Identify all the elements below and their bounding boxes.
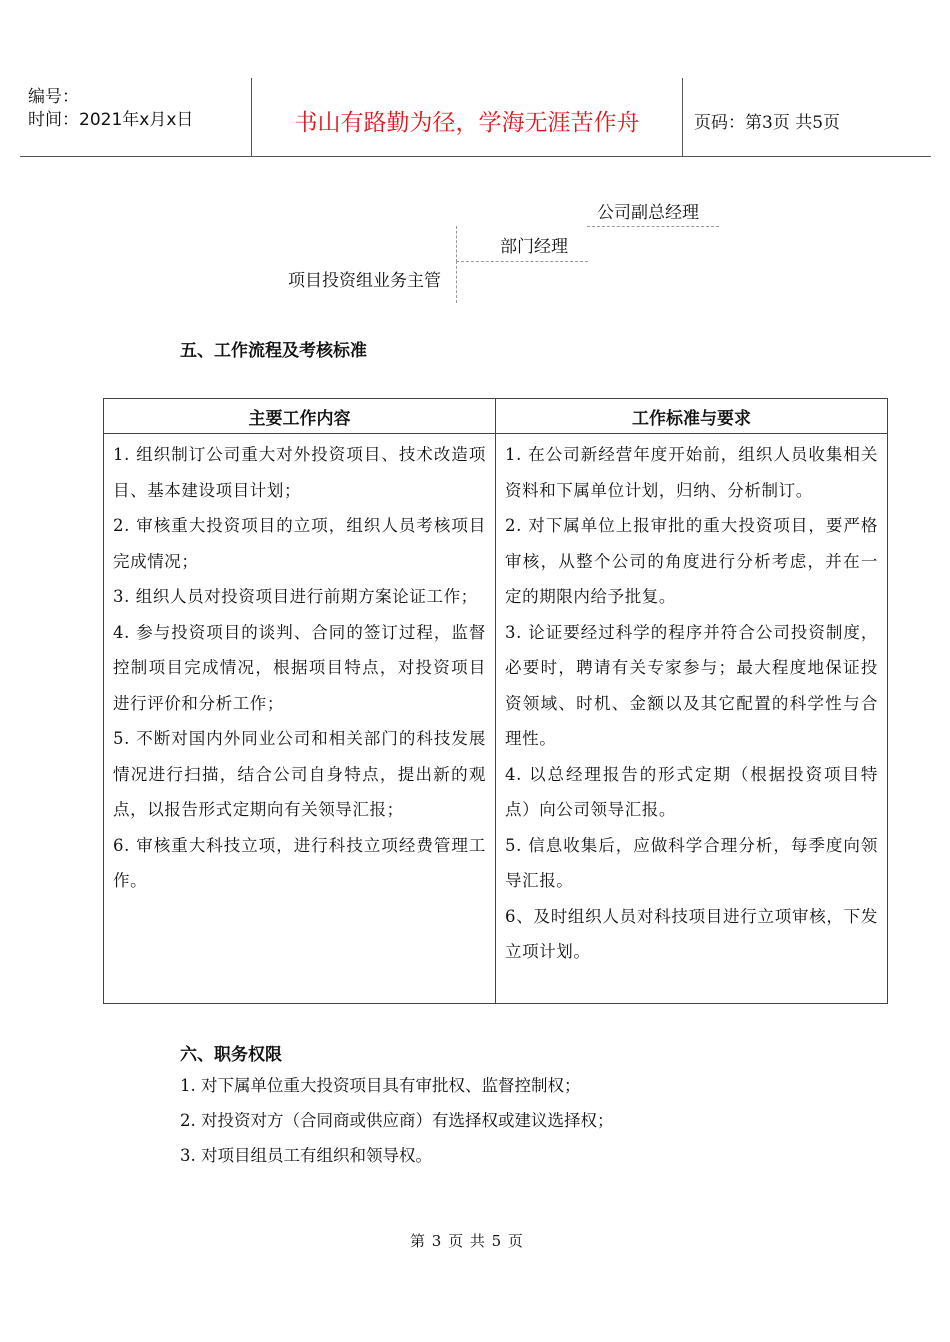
main-work-cell xyxy=(104,434,496,1004)
org-chart-top: 公司副总经理 xyxy=(597,203,699,223)
page-footer: 第 3 页 共 5 页 xyxy=(410,1232,524,1250)
header-motto-cell xyxy=(252,78,683,156)
workflow-table xyxy=(103,398,888,1004)
document-time-label: 时间：2021年x月x日 xyxy=(28,110,194,130)
authority-item: 2. 对投资对方（合同商或供应商）有选择权或建议选择权； xyxy=(180,1111,614,1130)
document-header xyxy=(20,78,931,157)
authority-list xyxy=(180,1068,614,1173)
standard-item: 2. 对下属单位上报审批的重大投资项目，要严格审核，从整个公司的角度进行分析考虑，并在一定的期限内给予批复。 xyxy=(505,516,878,606)
standard-item: 4. 以总经理报告的形式定期（根据投资项目特点）向公司领导汇报。 xyxy=(505,764,878,819)
main-work-item: 5. 不断对国内外同业公司和相关部门的科技发展情况进行扫描，结合公司自身特点，提出新的观点，以报告形式定期向有关领导汇报； xyxy=(113,729,486,819)
table-header-standards: 工作标准与要求 xyxy=(496,399,888,434)
standard-item: 1. 在公司新经营年度开始前，组织人员收集相关资料和下属单位计划，归纳、分析制订。 xyxy=(505,445,878,500)
standard-item: 6、及时组织人员对科技项目进行立项审核，下发立项计划。 xyxy=(505,906,878,961)
header-page-number: 页码：第3页 共5页 xyxy=(694,113,841,133)
header-meta-cell xyxy=(20,78,252,156)
standard-item: 5. 信息收集后，应做科学合理分析，每季度向领导汇报。 xyxy=(505,835,878,890)
section-title-authority: 六、职务权限 xyxy=(180,1045,282,1065)
document-number-label: 编号： xyxy=(28,87,79,107)
main-work-item: 1. 组织制订公司重大对外投资项目、技术改造项目、基本建设项目计划； xyxy=(113,445,486,500)
header-motto: 书山有路勤为径，学海无涯苦作舟 xyxy=(294,110,640,136)
org-chart-middle: 部门经理 xyxy=(500,237,568,257)
table-header-row xyxy=(104,399,888,434)
authority-item: 3. 对项目组员工有组织和领导权。 xyxy=(180,1146,432,1165)
org-step-top xyxy=(587,226,719,227)
main-work-item: 6. 审核重大科技立项，进行科技立项经费管理工作。 xyxy=(113,835,486,890)
main-work-item: 2. 审核重大投资项目的立项，组织人员考核项目完成情况； xyxy=(113,516,486,571)
org-step-bottom xyxy=(456,261,457,303)
standards-cell xyxy=(496,434,888,1004)
main-work-item: 3. 组织人员对投资项目进行前期方案论证工作； xyxy=(113,587,478,606)
section-title-workflow: 五、工作流程及考核标准 xyxy=(180,341,367,361)
org-chart-bottom: 项目投资组业务主管 xyxy=(288,271,441,291)
authority-item: 1. 对下属单位重大投资项目具有审批权、监督控制权； xyxy=(180,1076,581,1095)
table-header-main-work: 主要工作内容 xyxy=(104,399,496,434)
table-row xyxy=(104,434,888,1004)
main-work-item: 4. 参与投资项目的谈判、合同的签订过程，监督控制项目完成情况，根据项目特点，对投资项目进行评价和分析工作； xyxy=(113,622,486,713)
header-page-cell xyxy=(684,78,931,156)
standard-item: 3. 论证要经过科学的程序并符合公司投资制度，必要时，聘请有关专家参与；最大程度地保证投资领域、时机、金额以及其它配置的科学性与合理性。 xyxy=(505,622,878,748)
